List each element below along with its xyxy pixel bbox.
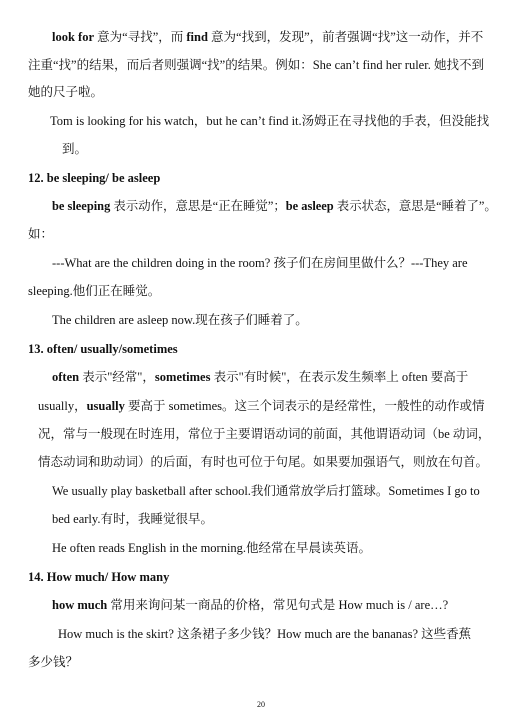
text-span: usually， bbox=[38, 399, 87, 413]
bold-text: be asleep bbox=[285, 199, 334, 213]
text-line bbox=[50, 113, 489, 129]
bold-text: often bbox=[52, 370, 80, 384]
text-line bbox=[28, 569, 169, 585]
bold-text: look for bbox=[52, 30, 95, 44]
bold-text: find bbox=[186, 30, 208, 44]
bold-text: usually bbox=[86, 399, 125, 413]
text-line bbox=[52, 255, 468, 271]
text-span: 常用来询问某一商品的价格，常见句式是 How much is / are…? bbox=[107, 598, 449, 612]
text-span: Tom is looking for his watch，but he can’t find it.汤姆正在寻找他的手表，但没能找 bbox=[50, 114, 490, 128]
text-span: 她的尺子啦。 bbox=[28, 85, 104, 99]
text-span: sleeping.他们正在睡觉。 bbox=[28, 284, 161, 298]
text-span: 表示"有时候"，在表示发生频率上 often 要高于 bbox=[210, 370, 469, 384]
text-line bbox=[38, 426, 490, 442]
text-line bbox=[28, 170, 160, 186]
text-span: 如： bbox=[28, 227, 54, 241]
text-span: He often reads English in the morning.他经常在早晨读英语。 bbox=[52, 541, 372, 555]
text-span: 表示状态，意思是“睡着了”。 bbox=[333, 199, 497, 213]
text-span: 注重“找”的结果，而后者则强调“找”的结果。例如：She can’t find her ruler. 她找不到 bbox=[28, 58, 484, 72]
text-line bbox=[52, 540, 371, 556]
text-span: How much is the skirt? 这条裙子多少钱？How much are the bananas? 这些香蕉 bbox=[58, 627, 472, 641]
text-line bbox=[52, 369, 468, 385]
text-line bbox=[58, 626, 471, 642]
text-line bbox=[28, 226, 53, 242]
bold-text: how much bbox=[52, 598, 108, 612]
text-line bbox=[52, 483, 480, 499]
text-line bbox=[52, 198, 497, 214]
text-span: 表示"经常"， bbox=[79, 370, 155, 384]
text-span: bed early.有时，我睡觉很早。 bbox=[52, 512, 213, 526]
bold-text: be sleeping bbox=[52, 199, 111, 213]
bold-text: 12. be sleeping/ be asleep bbox=[28, 171, 161, 185]
text-line bbox=[28, 283, 160, 299]
bold-text: 14. How much/ How many bbox=[28, 570, 170, 584]
text-line bbox=[28, 84, 103, 100]
text-line bbox=[52, 29, 483, 45]
text-line bbox=[38, 398, 485, 414]
text-span: 意为“寻找”，而 bbox=[94, 30, 187, 44]
text-span: The children are asleep now.现在孩子们睡着了。 bbox=[52, 313, 308, 327]
text-line bbox=[52, 597, 448, 613]
text-span: ---What are the children doing in the room? 孩子们在房间里做什么？---They are bbox=[52, 256, 468, 270]
text-span: 多少钱？ bbox=[28, 655, 79, 669]
text-line bbox=[52, 312, 308, 328]
text-line bbox=[62, 141, 87, 157]
text-line bbox=[52, 511, 213, 527]
page-number: 20 bbox=[257, 700, 265, 709]
text-span: 意为“找到，发现”，前者强调“找”这一动作，并不 bbox=[207, 30, 484, 44]
text-line bbox=[38, 454, 488, 470]
text-span: 况，常与一般现在时连用，常位于主要谓语动词的前面，其他谓语动词（be 动词， bbox=[38, 427, 491, 441]
text-span: We usually play basketball after school.我们通常放学后打篮球。Sometimes I go to bbox=[52, 484, 480, 498]
text-line bbox=[28, 57, 484, 73]
bold-text: sometimes bbox=[154, 370, 211, 384]
text-line bbox=[28, 654, 78, 670]
text-line bbox=[28, 341, 178, 357]
bold-text: 13. often/ usually/sometimes bbox=[28, 342, 178, 356]
text-span: 要高于 sometimes。这三个词表示的是经常性，一般性的动作或情 bbox=[124, 399, 485, 413]
text-span: 情态动词和助动词）的后面，有时也可位于句尾。如果要加强语气，则放在句首。 bbox=[38, 455, 489, 469]
text-span: 表示动作，意思是“正在睡觉”； bbox=[110, 199, 286, 213]
text-span: 到。 bbox=[62, 142, 88, 156]
